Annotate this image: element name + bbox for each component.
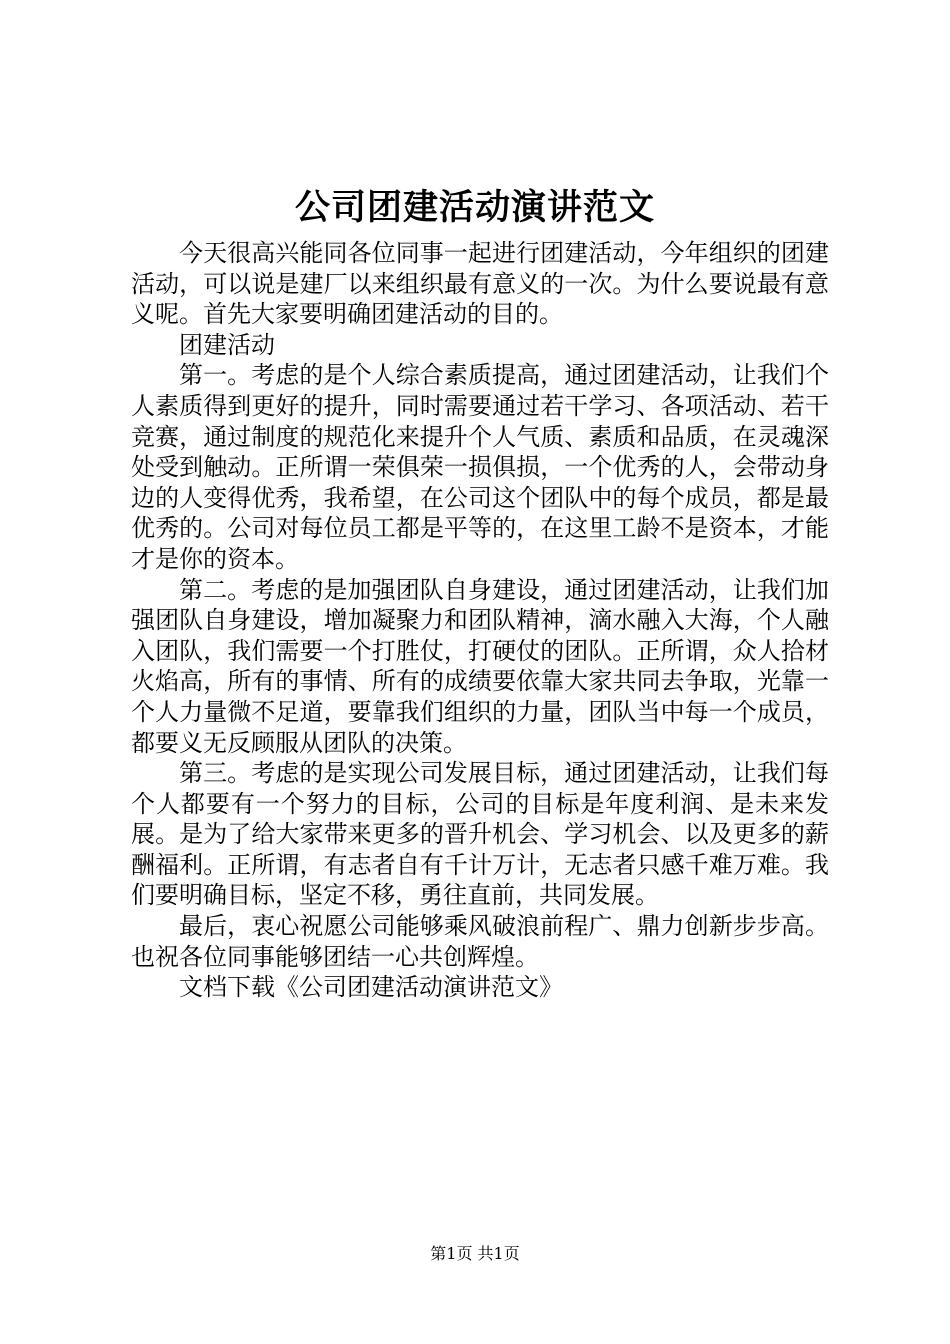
paragraph-second-point: 第二。考虑的是加强团队自身建设，通过团建活动，让我们加强团队自身建设，增加凝聚力和团队精神，滴水融入大海，个人融入团队，我们需要一个打胜仗，打硬仗的团队。正所谓，众人拾材火焰高，所有的事情、所有的成绩要依靠大家共同去争取，光靠一个人力量微不足道，要靠我们组织的力量，团队当中每一个成员，都要义无反顾服从团队的决策。: [131, 575, 829, 757]
paragraph-closing: 最后，衷心祝愿公司能够乘风破浪前程广、鼎力创新步步高。也祝各位同事能够团结一心共创辉煌。: [131, 912, 829, 971]
paragraph-intro: 今天很高兴能同各位同事一起进行团建活动，今年组织的团建活动，可以说是建厂以来组织最有意义的一次。为什么要说最有意义呢。首先大家要明确团建活动的目的。: [131, 239, 829, 329]
document-title: 公司团建活动演讲范文: [294, 187, 655, 228]
paragraph-third-point: 第三。考虑的是实现公司发展目标，通过团建活动，让我们每个人都要有一个努力的目标，公司的目标是年度利润、是未来发展。是为了给大家带来更多的晋升机会、学习机会、以及更多的薪酬福利。正所谓，有志者自有千计万计，无志者只感千难万难。我们要明确目标，坚定不移，勇往直前，共同发展。: [131, 759, 829, 910]
document-body: [131, 238, 829, 1003]
paragraph-heading-team-building: 团建活动: [179, 330, 275, 359]
paragraph-download-note: 文档下载《公司团建活动演讲范文》: [179, 973, 563, 1002]
paragraph-first-point: 第一。考虑的是个人综合素质提高，通过团建活动，让我们个人素质得到更好的提升，同时需要通过若干学习、各项活动、若干竞赛，通过制度的规范化来提升个人气质、素质和品质，在灵魂深处受到触动。正所谓一荣俱荣一损俱损，一个优秀的人，会带动身边的人变得优秀，我希望，在公司这个团队中的每个成员，都是最优秀的。公司对每位员工都是平等的，在这里工龄不是资本，才能才是你的资本。: [131, 361, 829, 573]
page-footer: 第1页 共1页: [430, 1244, 520, 1263]
